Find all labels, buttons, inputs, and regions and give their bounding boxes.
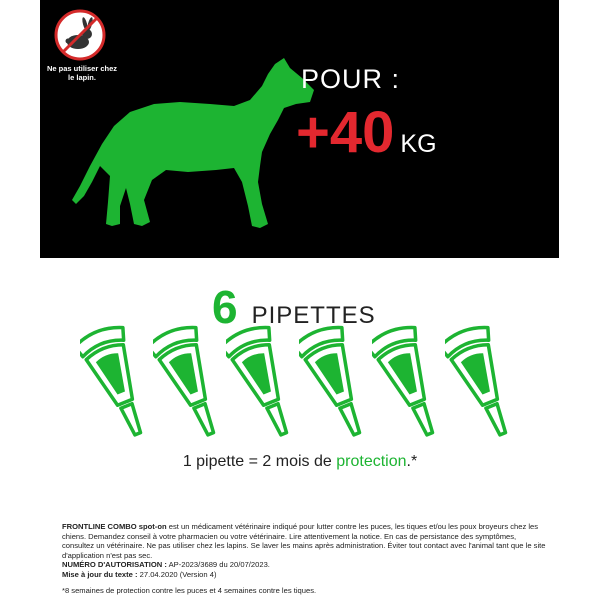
tagline-suffix: .* xyxy=(406,453,418,470)
tagline-highlight: protection xyxy=(336,453,407,470)
legal-body: est un médicament vétérinaire indiqué pour lutter contre les puces, les tiques et/ou les poux broyeurs chez les chiens. Demandez conseil à votre pharmacien ou votre vétérinaire. Lire attentivement la notice. En cas de persistance des symptômes, consultez un vétérinaire. Ne pas utiliser chez les lapins. Se laver les mains après administration. Éviter tout contact avec l'animal tant que le site d'application n'est pas sec. xyxy=(62,522,546,560)
legal-update-label: Mise à jour du texte : xyxy=(62,569,138,579)
dog-silhouette-icon xyxy=(70,56,320,236)
weight-row xyxy=(296,99,437,166)
rabbit-warning-text: Ne pas utiliser chez le lapin. xyxy=(46,64,118,82)
pipette-icon xyxy=(226,320,299,445)
footnote: *8 semaines de protection contre les puces et 4 semaines contre les tiques. xyxy=(62,586,317,595)
pipette-icon xyxy=(153,320,226,445)
legal-auth-value: AP-2023/3689 du 20/07/2023. xyxy=(166,560,270,570)
legal-product-name: FRONTLINE COMBO spot-on xyxy=(62,522,167,531)
weight-value: +40 xyxy=(296,100,395,165)
weight-unit: KG xyxy=(400,130,437,158)
pipette-icon xyxy=(372,320,445,445)
no-rabbit-icon xyxy=(54,9,106,61)
tagline-prefix: 1 pipette = 2 mois de xyxy=(182,453,337,470)
legal-auth-label: NUMÉRO D'AUTORISATION : xyxy=(62,560,167,570)
pipette-row xyxy=(80,320,518,445)
hero-banner xyxy=(40,0,559,258)
pipette-icon xyxy=(80,320,153,445)
tagline xyxy=(0,453,600,471)
pour-label: POUR : xyxy=(301,64,401,94)
pipette-count: 6 xyxy=(212,281,238,333)
pipette-icon xyxy=(445,320,518,445)
pipette-icon xyxy=(299,320,372,445)
legal-text xyxy=(62,522,548,580)
pipette-count-label: PIPETTES xyxy=(251,302,376,329)
legal-update-value: 27.04.2020 (Version 4) xyxy=(137,569,217,579)
